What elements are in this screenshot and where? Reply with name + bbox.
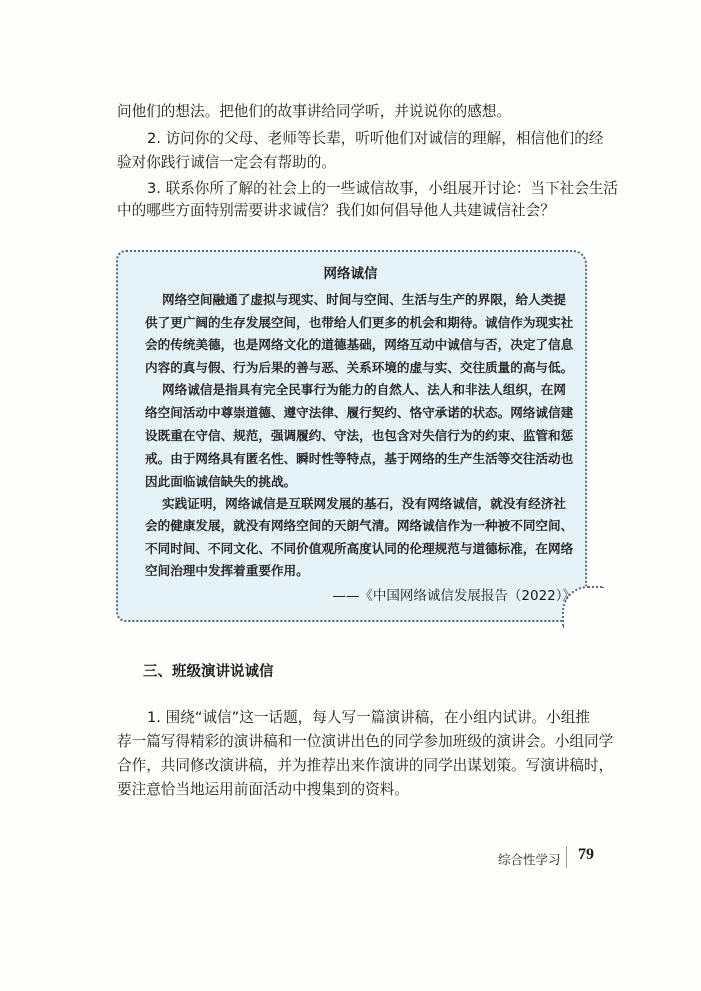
box-title: 网络诚信 [323,266,378,282]
text-line: 要注意恰当地运用前面活动中搜集到的资料。 [117,781,409,798]
box-line: 因此面临诚信缺失的挑战。 [145,474,297,489]
footer-divider [566,846,567,868]
box-line: 实践证明，网络诚信是互联网发展的基石，没有网络诚信，就没有经济社 [162,496,566,511]
text-line: 1. 围绕“诚信”这一话题，每人写一篇演讲稿，在小组内试讲。小组推 [147,709,590,726]
box-line: 络空间活动中尊崇道德、遵守法律、履行契约、恪守承诺的状态。网络诚信建 [145,405,574,420]
section-heading: 三、班级演讲说诚信 [143,663,274,680]
box-line: 会的传统美德，也是网络文化的道德基础，网络互动中诚信与否，决定了信息 [145,337,574,352]
text-line: 验对你践行诚信一定会有帮助的。 [117,154,336,171]
text-line: 中的哪些方面特别需要讲求诚信？我们如何倡导他人共建诚信社会？ [117,202,555,219]
text-line: 合作，共同修改演讲稿，并为推荐出来作演讲的同学出谋划策。写演讲稿时， [117,757,614,774]
page-number: 79 [578,846,594,863]
box-source: ——《中国网络诚信发展报告（2022）》 [332,588,576,604]
text-line: 2. 访问你的父母、老师等长辈，听听他们对诚信的理解，相信他们的经 [147,130,604,147]
box-line: 网络诚信是指具有完全民事行为能力的自然人、法人和非法人组织，在网 [162,382,566,397]
box-line: 不同时间、不同文化、不同价值观所高度认同的伦理规范与道德标准，在网络 [145,541,574,556]
footer-unit: 综合性学习 [498,852,561,867]
text-line: 荐一篇写得精彩的演讲稿和一位演讲出色的同学参加班级的演讲会。小组同学 [117,733,614,750]
box-line: 内容的真与假、行为后果的善与恶、关系环境的虚与实、交往质量的高与低。 [145,360,574,375]
text-line: 3. 联系你所了解的社会上的一些诚信故事，小组展开讨论：当下社会生活 [147,180,618,197]
box-line: 戒。由于网络具有匿名性、瞬时性等特点，基于网络的生产生活等交往活动也 [145,451,574,466]
box-line: 供了更广阔的生存发展空间，也带给人们更多的机会和期待。诚信作为现实社 [145,315,574,330]
box-line: 会的健康发展，就没有网络空间的天朗气清。网络诚信作为一种被不同空间、 [145,518,574,533]
box-line: 设既重在守信、规范，强调履约、守法，也包含对失信行为的约束、监管和惩 [145,428,574,443]
box-line: 空间治理中发挥着重要作用。 [145,563,309,578]
box-line: 网络空间融通了虚拟与现实、时间与空间、生活与生产的界限，给人类提 [162,292,566,307]
text-line: 问他们的想法。把他们的故事讲给同学听，并说说你的感想。 [117,103,512,120]
